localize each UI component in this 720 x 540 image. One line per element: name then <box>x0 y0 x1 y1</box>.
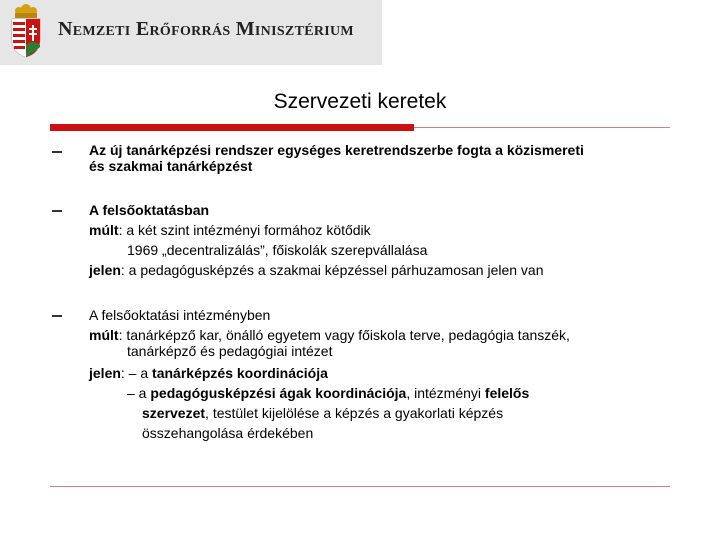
bullet-3 <box>89 305 669 443</box>
bullet-3-present: jelen: – a tanárképzés koordinációja <box>89 365 328 381</box>
bullet-marker <box>52 315 62 317</box>
bullet-2-past: múlt: a két szint intézményi formához kötődik <box>89 222 371 238</box>
bullet-2-heading: A felsőoktatásban <box>89 202 210 218</box>
bullet-2 <box>89 200 669 280</box>
hungarian-coat-of-arms-icon <box>8 3 44 59</box>
bullet-1-line-2: és szakmai tanárképzést <box>89 158 253 174</box>
bullet-1-line-1: Az új tanárképzési rendszer egységes keretrendszerbe fogta a közismereti <box>89 142 584 158</box>
bullet-2-present: jelen: a pedagógusképzés a szakmai képzéssel párhuzamosan jelen van <box>89 262 544 278</box>
bullet-marker <box>52 210 62 212</box>
bullet-1 <box>89 142 669 174</box>
bullet-3-past-cont: tanárképző és pedagógiai intézet <box>127 343 333 359</box>
bullet-3-sub-3: összehangolása érdekében <box>142 425 314 441</box>
bullet-3-sub-1: – a pedagógusképzési ágak koordinációja, intézményi felelős <box>127 385 530 401</box>
footer-divider <box>50 486 670 487</box>
bullet-3-sub-2: szervezet, testület kijelölése a képzés a gyakorlati képzés <box>142 405 504 421</box>
slide-title: Szervezeti keretek <box>273 90 447 113</box>
bullet-2-past-detail: 1969 „decentralizálás”, főiskolák szerepvállalása <box>127 242 428 258</box>
bullet-3-heading: A felsőoktatási intézményben <box>89 307 271 323</box>
bullet-3-past: múlt: tanárképző kar, önálló egyetem vagy főiskola terve, pedagógia tanszék, <box>89 327 570 343</box>
title-accent-bar <box>50 124 414 131</box>
bullet-marker <box>52 151 62 153</box>
ministry-name: Nemzeti Erőforrás Minisztérium <box>58 18 354 40</box>
